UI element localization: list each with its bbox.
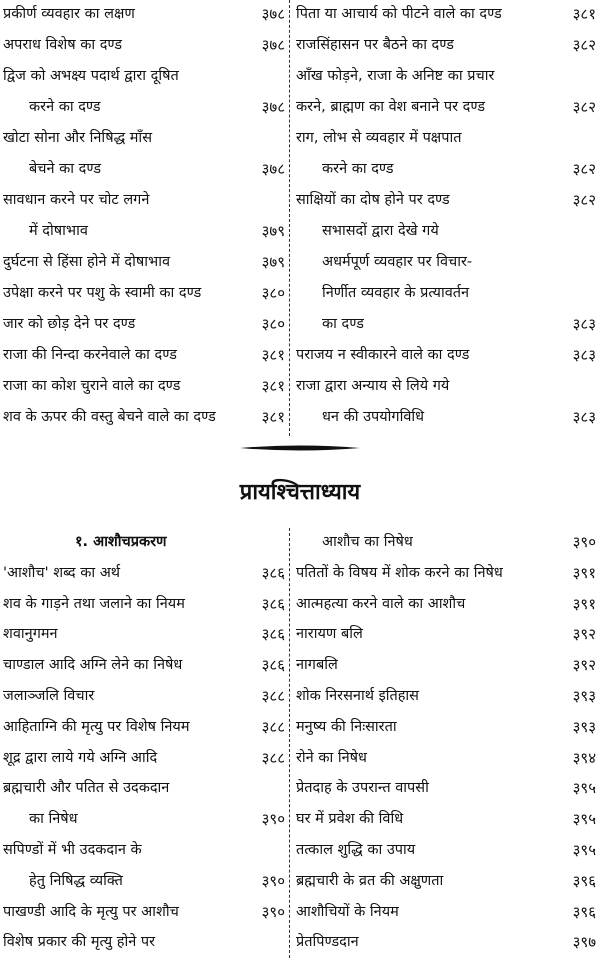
toc-entry-title: सावधान करने पर चोट लगने bbox=[3, 192, 150, 208]
toc-entry-title: नारायण बलि bbox=[296, 626, 363, 643]
toc-page-number: ३९० bbox=[572, 533, 596, 551]
toc-entry bbox=[3, 403, 285, 434]
toc-page-number: ३८३ bbox=[572, 408, 596, 426]
toc-entry bbox=[296, 774, 596, 805]
toc-entry-title: ब्रह्मचारी और पतित से उदकदान bbox=[3, 780, 170, 797]
toc-entry-title: का निषेध bbox=[29, 811, 78, 828]
toc-page-number: ३८२ bbox=[572, 98, 596, 116]
toc-page-number: ३८० bbox=[261, 284, 285, 302]
toc-entry-title: अपराध विशेष का दण्ड bbox=[3, 37, 123, 53]
toc-entry-title: पराजय न स्वीकारने वाले का दण्ड bbox=[296, 347, 470, 363]
toc-entry-title: शूद्र द्वारा लाये गये अग्नि आदि bbox=[3, 749, 158, 766]
toc-page-number: ३७८ bbox=[261, 98, 285, 116]
toc-entry bbox=[296, 590, 596, 621]
toc-entry bbox=[296, 341, 596, 372]
toc-entry bbox=[296, 805, 596, 836]
toc-page-number: ३८८ bbox=[261, 686, 285, 705]
toc-page-number: ३९६ bbox=[572, 902, 596, 921]
toc-entry bbox=[296, 0, 596, 31]
toc-entry bbox=[3, 341, 285, 372]
toc-page-number: ३९२ bbox=[572, 625, 596, 644]
toc-entry-title: रोने का निषेध bbox=[296, 749, 367, 766]
toc-entry bbox=[296, 93, 596, 124]
toc-entry bbox=[3, 559, 285, 590]
toc-entry-title: करने का दण्ड bbox=[322, 161, 394, 177]
toc-page-number: ३८६ bbox=[261, 625, 285, 644]
toc-page-number: ३८३ bbox=[572, 315, 596, 333]
toc-entry-title: आशौच का निषेध bbox=[322, 534, 413, 550]
toc-entry-title: राजसिंहासन पर बैठने का दण्ड bbox=[296, 37, 454, 53]
toc-entry-title: अधर्मपूर्ण व्यवहार पर विचार- bbox=[322, 254, 473, 270]
toc-entry-title: करने, ब्राह्मण का वेश बनाने पर दण्ड bbox=[296, 99, 485, 115]
toc-page-number: ३८८ bbox=[261, 717, 285, 736]
toc-entry bbox=[3, 217, 285, 248]
toc-entry-title: उपेक्षा करने पर पशु के स्वामी का दण्ड bbox=[3, 285, 202, 301]
toc-page-number: ३८६ bbox=[261, 594, 285, 613]
toc-entry bbox=[3, 279, 285, 310]
toc-page-number: ३८८ bbox=[261, 748, 285, 767]
toc-entry bbox=[296, 217, 596, 248]
toc-page-number: ३८६ bbox=[261, 563, 285, 582]
toc-entry bbox=[296, 124, 596, 155]
toc-page-number: ३८१ bbox=[261, 346, 285, 364]
toc-entry-title: आहिताग्नि की मृत्यु पर विशेष नियम bbox=[3, 718, 190, 735]
toc-page-number: ३९० bbox=[261, 810, 285, 829]
toc-entry-title: धन की उपयोगविधि bbox=[322, 409, 425, 425]
toc-entry bbox=[3, 310, 285, 341]
toc-entry-title: दुर्घटना से हिंसा होने में दोषाभाव bbox=[3, 254, 171, 270]
toc-entry-title: जार को छोड़ देने पर दण्ड bbox=[3, 316, 136, 332]
toc-page-number: ३९० bbox=[261, 871, 285, 890]
toc-entry-title: हेतु निषिद्ध व्यक्ति bbox=[29, 872, 123, 889]
toc-entry bbox=[296, 620, 596, 651]
toc-entry-title: खोटा सोना और निषिद्ध माँस bbox=[3, 130, 152, 146]
toc-subheading: १. आशौचप्रकरण bbox=[75, 534, 167, 550]
toc-page-number: ३८२ bbox=[572, 191, 596, 209]
toc-entry bbox=[296, 651, 596, 682]
toc-column-right bbox=[296, 0, 596, 434]
toc-entry bbox=[3, 248, 285, 279]
toc-entry-title: राजा की निन्दा करनेवाले का दण्ड bbox=[3, 347, 177, 363]
toc-entry bbox=[296, 867, 596, 898]
toc-page-number: ३७८ bbox=[261, 160, 285, 178]
toc-page-number: ३९२ bbox=[572, 656, 596, 675]
toc-entry-title: का दण्ड bbox=[322, 316, 364, 332]
toc-page-number: ३९३ bbox=[572, 686, 596, 705]
toc-entry-title: में दोषाभाव bbox=[29, 223, 88, 239]
toc-entry bbox=[3, 651, 285, 682]
toc-entry bbox=[3, 186, 285, 217]
toc-page-number: ३७९ bbox=[261, 253, 285, 271]
toc-entry bbox=[296, 310, 596, 341]
toc-entry-title: घर में प्रवेश की विधि bbox=[296, 811, 404, 828]
toc-entry bbox=[3, 0, 285, 31]
toc-heading-row bbox=[3, 528, 285, 559]
toc-entry bbox=[3, 867, 285, 898]
toc-page-number: ३७८ bbox=[261, 36, 285, 54]
toc-entry bbox=[3, 898, 285, 929]
toc-column-right bbox=[296, 528, 596, 959]
toc-entry bbox=[3, 744, 285, 775]
toc-entry bbox=[3, 774, 285, 805]
toc-entry-title: साक्षियों का दोष होने पर दण्ड bbox=[296, 192, 450, 208]
toc-entry bbox=[296, 682, 596, 713]
toc-entry bbox=[3, 31, 285, 62]
toc-bottom-section bbox=[0, 528, 600, 958]
toc-entry-title: शव के गाड़ने तथा जलाने का नियम bbox=[3, 595, 185, 612]
toc-entry-title: पाखण्डी आदि के मृत्यु पर आशौच bbox=[3, 903, 179, 920]
section-title: प्रायश्चित्ताध्याय bbox=[239, 480, 361, 505]
toc-page-number: ३९४ bbox=[572, 748, 596, 767]
toc-page-number: ३८६ bbox=[261, 656, 285, 675]
toc-column-left bbox=[3, 528, 285, 959]
toc-page-number: ३८० bbox=[261, 315, 285, 333]
toc-entry bbox=[3, 124, 285, 155]
toc-entry bbox=[3, 62, 285, 93]
toc-entry bbox=[296, 744, 596, 775]
toc-entry bbox=[296, 528, 596, 559]
toc-entry-title: राग, लोभ से व्यवहार में पक्षपात bbox=[296, 130, 462, 146]
toc-entry bbox=[296, 31, 596, 62]
toc-entry-title: विशेष प्रकार की मृत्यु होने पर bbox=[3, 934, 156, 951]
toc-entry-title: राजा द्वारा अन्याय से लिये गये bbox=[296, 378, 450, 394]
toc-entry-title: मनुष्य की निःसारता bbox=[296, 718, 397, 735]
toc-entry bbox=[296, 928, 596, 959]
toc-page-number: ३७९ bbox=[261, 222, 285, 240]
toc-entry-title: जलाञ्जलि विचार bbox=[3, 687, 95, 704]
toc-page-number: ३८१ bbox=[572, 5, 596, 23]
toc-entry bbox=[3, 713, 285, 744]
toc-entry bbox=[296, 186, 596, 217]
toc-entry bbox=[3, 928, 285, 959]
toc-entry-title: प्रेतदाह के उपरान्त वापसी bbox=[296, 780, 429, 797]
toc-entry bbox=[296, 279, 596, 310]
toc-entry-title: करने का दण्ड bbox=[29, 99, 101, 115]
ornament-divider-icon bbox=[240, 444, 360, 452]
toc-page-number: ३९१ bbox=[572, 594, 596, 613]
toc-entry-title: प्रकीर्ण व्यवहार का लक्षण bbox=[3, 6, 135, 22]
toc-page-number: ३८३ bbox=[572, 346, 596, 364]
toc-page-number: ३९१ bbox=[572, 563, 596, 582]
toc-entry-title: द्विज को अभक्ष्य पदार्थ द्वारा दूषित bbox=[3, 68, 179, 84]
toc-entry bbox=[296, 62, 596, 93]
toc-entry bbox=[3, 682, 285, 713]
toc-page-number: ३९५ bbox=[572, 840, 596, 859]
toc-entry-title: आत्महत्या करने वाले का आशौच bbox=[296, 595, 466, 612]
toc-page-number: ३९३ bbox=[572, 717, 596, 736]
toc-entry-title: सभासदों द्वारा देखे गये bbox=[322, 223, 439, 239]
toc-entry-title: राजा का कोश चुराने वाले का दण्ड bbox=[3, 378, 181, 394]
toc-entry-title: शोक निरसनार्थ इतिहास bbox=[296, 687, 419, 704]
toc-entry-title: आँख फोड़ने, राजा के अनिष्ट का प्रचार bbox=[296, 68, 495, 84]
toc-entry bbox=[296, 372, 596, 403]
toc-entry-title: नागबलि bbox=[296, 657, 338, 674]
toc-entry bbox=[296, 248, 596, 279]
toc-top-section bbox=[0, 0, 600, 436]
column-divider bbox=[289, 528, 290, 958]
column-divider bbox=[289, 0, 290, 436]
toc-entry-title: बेचने का दण्ड bbox=[29, 161, 101, 177]
toc-entry bbox=[296, 403, 596, 434]
toc-page-number: ३८१ bbox=[261, 377, 285, 395]
toc-page-number: ३७८ bbox=[261, 5, 285, 23]
toc-entry-title: प्रेतपिण्डदान bbox=[296, 934, 359, 951]
toc-entry bbox=[3, 93, 285, 124]
toc-page-number: ३९५ bbox=[572, 779, 596, 798]
toc-entry bbox=[3, 155, 285, 186]
toc-entry bbox=[3, 805, 285, 836]
toc-entry bbox=[3, 372, 285, 403]
toc-page-number: ३८२ bbox=[572, 36, 596, 54]
toc-entry-title: सपिण्डों में भी उदकदान के bbox=[3, 841, 142, 858]
toc-entry bbox=[296, 155, 596, 186]
toc-entry-title: निर्णीत व्यवहार के प्रत्यावर्तन bbox=[322, 285, 470, 301]
toc-entry bbox=[3, 620, 285, 651]
toc-entry bbox=[3, 590, 285, 621]
toc-entry-title: 'आशौच' शब्द का अर्थ bbox=[3, 564, 121, 581]
toc-entry-title: चाण्डाल आदि अग्नि लेने का निषेध bbox=[3, 657, 183, 674]
toc-page-number: ३९७ bbox=[572, 933, 596, 952]
toc-entry bbox=[296, 559, 596, 590]
toc-entry bbox=[3, 836, 285, 867]
toc-page-number: ३९५ bbox=[572, 810, 596, 829]
toc-entry-title: शवानुगमन bbox=[3, 626, 58, 643]
toc-entry-title: आशौचियों के नियम bbox=[296, 903, 399, 920]
toc-entry bbox=[296, 713, 596, 744]
toc-entry-title: पतितों के विषय में शोक करने का निषेध bbox=[296, 564, 503, 581]
toc-entry bbox=[296, 898, 596, 929]
toc-column-left bbox=[3, 0, 285, 434]
toc-entry bbox=[296, 836, 596, 867]
toc-entry-title: पिता या आचार्य को पीटने वाले का दण्ड bbox=[296, 6, 502, 22]
toc-page-number: ३९० bbox=[261, 902, 285, 921]
toc-entry-title: ब्रह्मचारी के व्रत की अक्षुणता bbox=[296, 872, 444, 889]
toc-page-number: ३८२ bbox=[572, 160, 596, 178]
toc-entry-title: शव के ऊपर की वस्तु बेचने वाले का दण्ड bbox=[3, 409, 216, 425]
toc-page-number: ३८१ bbox=[261, 408, 285, 426]
toc-entry-title: तत्काल शुद्धि का उपाय bbox=[296, 841, 416, 858]
toc-page-number: ३९६ bbox=[572, 871, 596, 890]
